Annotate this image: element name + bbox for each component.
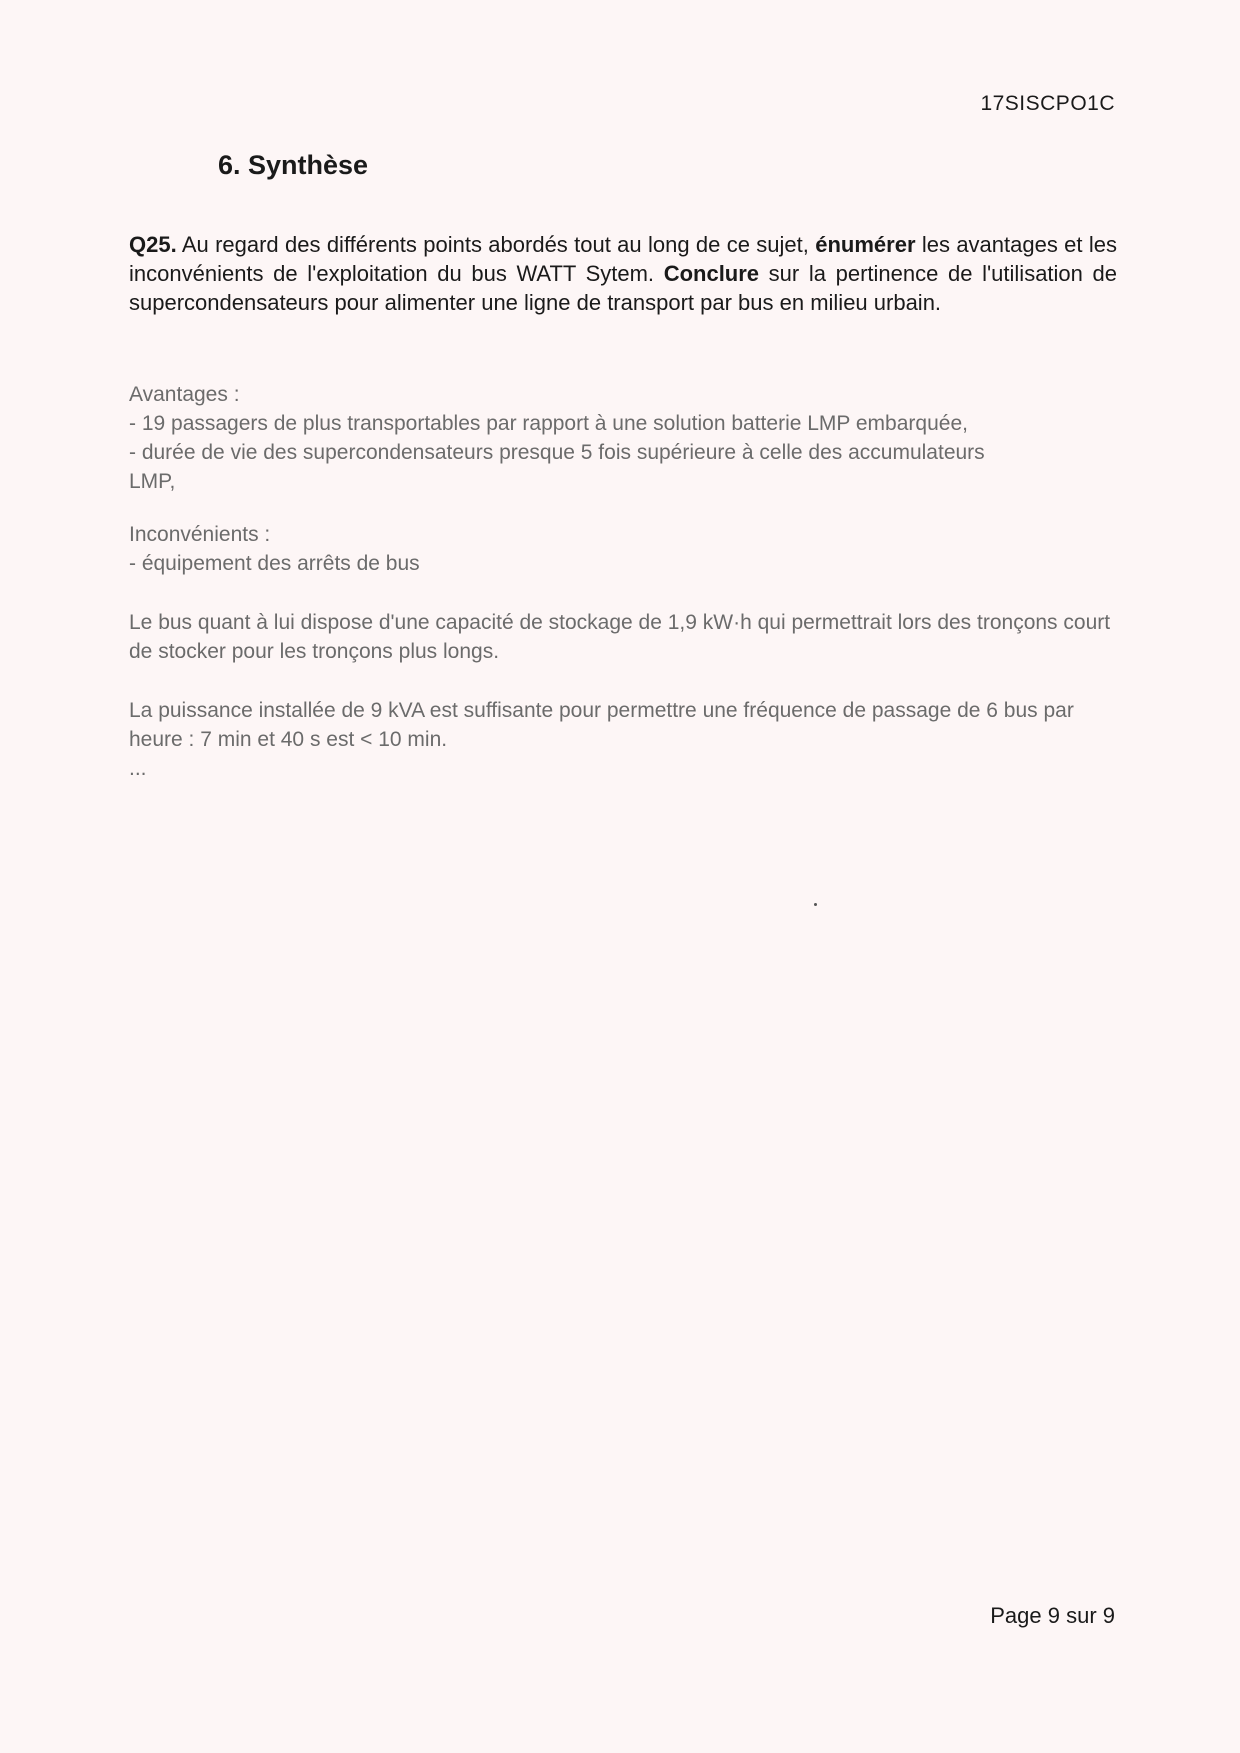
question-bold-2: Conclure [663,261,760,286]
answer-paragraph-1 [129,608,1129,666]
question-text-3: sur la pertinence de l'utilisation de supercondensateurs pour alimenter une ligne de transport par bus en milieu urbain. [129,261,1117,315]
question-bold-1: énumérer [815,232,916,257]
question-paragraph [129,230,1117,317]
answer-paragraph-1-text: Le bus quant à lui dispose d'une capacité de stockage de 1,9 kW·h qui permettrait lors des tronçons court de stocker pour les tronçons plus longs. [129,611,1111,663]
drawbacks-heading: Inconvénients : [129,523,271,546]
advantage-item: - durée de vie des supercondensateurs presque 5 fois supérieure à celle des accumulateurs LMP, [129,441,985,493]
question-number: Q25. [129,232,177,257]
question-text-2: les avantages et les inconvénients de l'exploitation du bus WATT Sytem. [129,232,1117,286]
answer-paragraph-2 [129,696,1129,783]
scan-speck [814,903,817,906]
page-number: Page 9 sur 9 [990,1603,1115,1628]
section-title: 6. Synthèse [218,150,369,180]
advantages-block [129,380,1129,496]
answer-paragraph-2-text: La puissance installée de 9 kVA est suffisante pour permettre une fréquence de passage de 6 bus par heure : 7 min et 40 s est < 10 min. [129,699,1074,751]
answer-ellipsis: ... [129,757,147,780]
advantages-heading: Avantages : [129,383,240,406]
drawbacks-block [129,520,1129,578]
question-text-1: Au regard des différents points abordés tout au long de ce sujet, [176,232,816,257]
drawback-item: - équipement des arrêts de bus [129,552,420,575]
document-code: 17SISCPO1C [980,92,1115,115]
advantage-item: - 19 passagers de plus transportables par rapport à une solution batterie LMP embarquée, [129,412,968,435]
